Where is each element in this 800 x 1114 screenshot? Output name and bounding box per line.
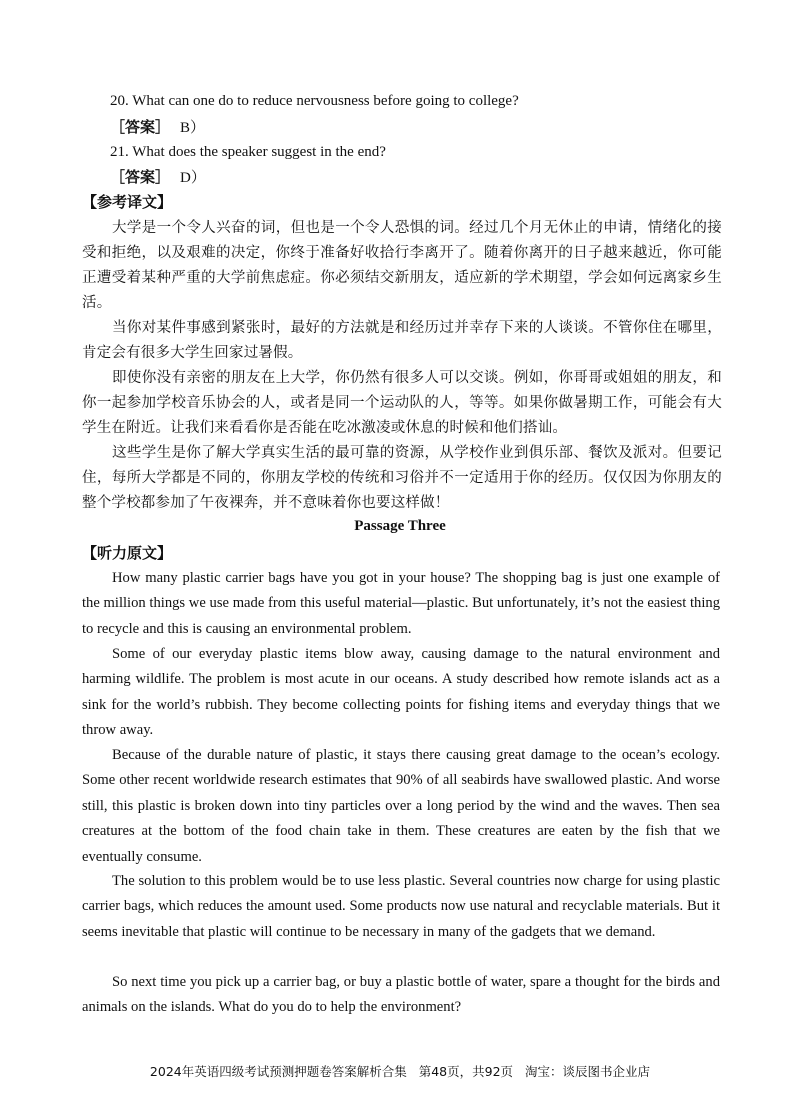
translation-paragraph-2: 当你对某件事感到紧张时，最好的方法就是和经历过并幸存下来的人谈谈。不管你住在哪里，肯定会有很多大学生回家过暑假。 (82, 320, 722, 361)
question-21: 21. What does the speaker suggest in the end? (110, 144, 386, 160)
page-footer (0, 1062, 800, 1080)
footer-shop: 淘宝：谈辰图书企业店 (525, 1064, 651, 1079)
listening-paragraph-1: How many plastic carrier bags have you got in your house? The shopping bag is just one example of the million things we use made from this useful material—plastic. But unfortunately, it’s not the easiest thing to recycle and this is causing an environmental problem. (82, 570, 720, 637)
translation-paragraph-3: 即使你没有亲密的朋友在上大学，你仍然有很多人可以交谈。例如，你哥哥或姐姐的朋友，和你一起参加学校音乐协会的人，或者是同一个运动队的人，等等。如果你做暑期工作，可能会有大学生在附近。让我们来看看你是否能在吃冰激凌或休息的时候和他们搭讪。 (82, 370, 722, 436)
translation-heading: 【参考译文】 (82, 193, 173, 211)
listening-paragraph-4: The solution to this problem would be to use less plastic. Several countries now charge for using plastic carrier bags, which reduces the amount used. Some products now use natural and recyclable materials. But it seems inevitable that plastic will continue to be necessary in many of the gadgets that we demand. (82, 873, 720, 940)
question-20: 20. What can one do to reduce nervousness before going to college? (110, 93, 519, 109)
footer-page-number: 第48页，共92页 (418, 1064, 514, 1079)
answer-20 (110, 116, 205, 139)
listening-paragraph-5: So next time you pick up a carrier bag, or buy a plastic bottle of water, spare a thought for the birds and animals on the islands. What do you do to help the environment? (82, 974, 720, 1016)
listening-heading: 【听力原文】 (82, 544, 173, 562)
listening-paragraph-3: Because of the durable nature of plastic, it stays there causing great damage to the ocean’s ecology. Some other recent worldwide research estimates that 90% of all seabirds have swallowed plastic. And worse still, this plastic is broken down into tiny particles over a long period by the wind and the waves. Then sea creatures at the bottom of the food chain take in them. These creatures are eaten by the fish that we eventually consume. (82, 747, 720, 865)
footer-book-title: 2024年英语四级考试预测押题卷答案解析合集 (149, 1064, 407, 1079)
answer-value: B） (180, 120, 206, 136)
answer-21 (110, 166, 206, 189)
listening-paragraph-2: Some of our everyday plastic items blow away, causing damage to the natural environment and harming wildlife. The problem is most acute in our oceans. A study described how remote islands act as a sink for the world’s rubbish. They become collecting points for fishing items and everyday things that we throw away. (82, 646, 720, 739)
translation-paragraph-4: 这些学生是你了解大学真实生活的最可靠的资源，从学校作业到俱乐部、餐饮及派对。但要记住，每所大学都是不同的，你朋友学校的传统和习俗并不一定适用于你的经历。仅仅因为你朋友的整个学校都参加了午夜裸奔，并不意味着你也要这样做！ (82, 445, 722, 511)
answer-value: D） (180, 170, 206, 186)
answer-label: ［答案］ (110, 118, 171, 136)
translation-paragraph-1: 大学是一个令人兴奋的词，但也是一个令人恐惧的词。经过几个月无休止的申请，情绪化的接受和拒绝，以及艰难的决定，你终于准备好收拾行李离开了。随着你离开的日子越来越近，你可能正遭受着某种严重的大学前焦虑症。你必须结交新朋友，适应新的学术期望，学会如何远离家乡生活。 (82, 220, 722, 311)
answer-label: ［答案］ (110, 168, 171, 186)
passage-title: Passage Three (354, 518, 446, 534)
